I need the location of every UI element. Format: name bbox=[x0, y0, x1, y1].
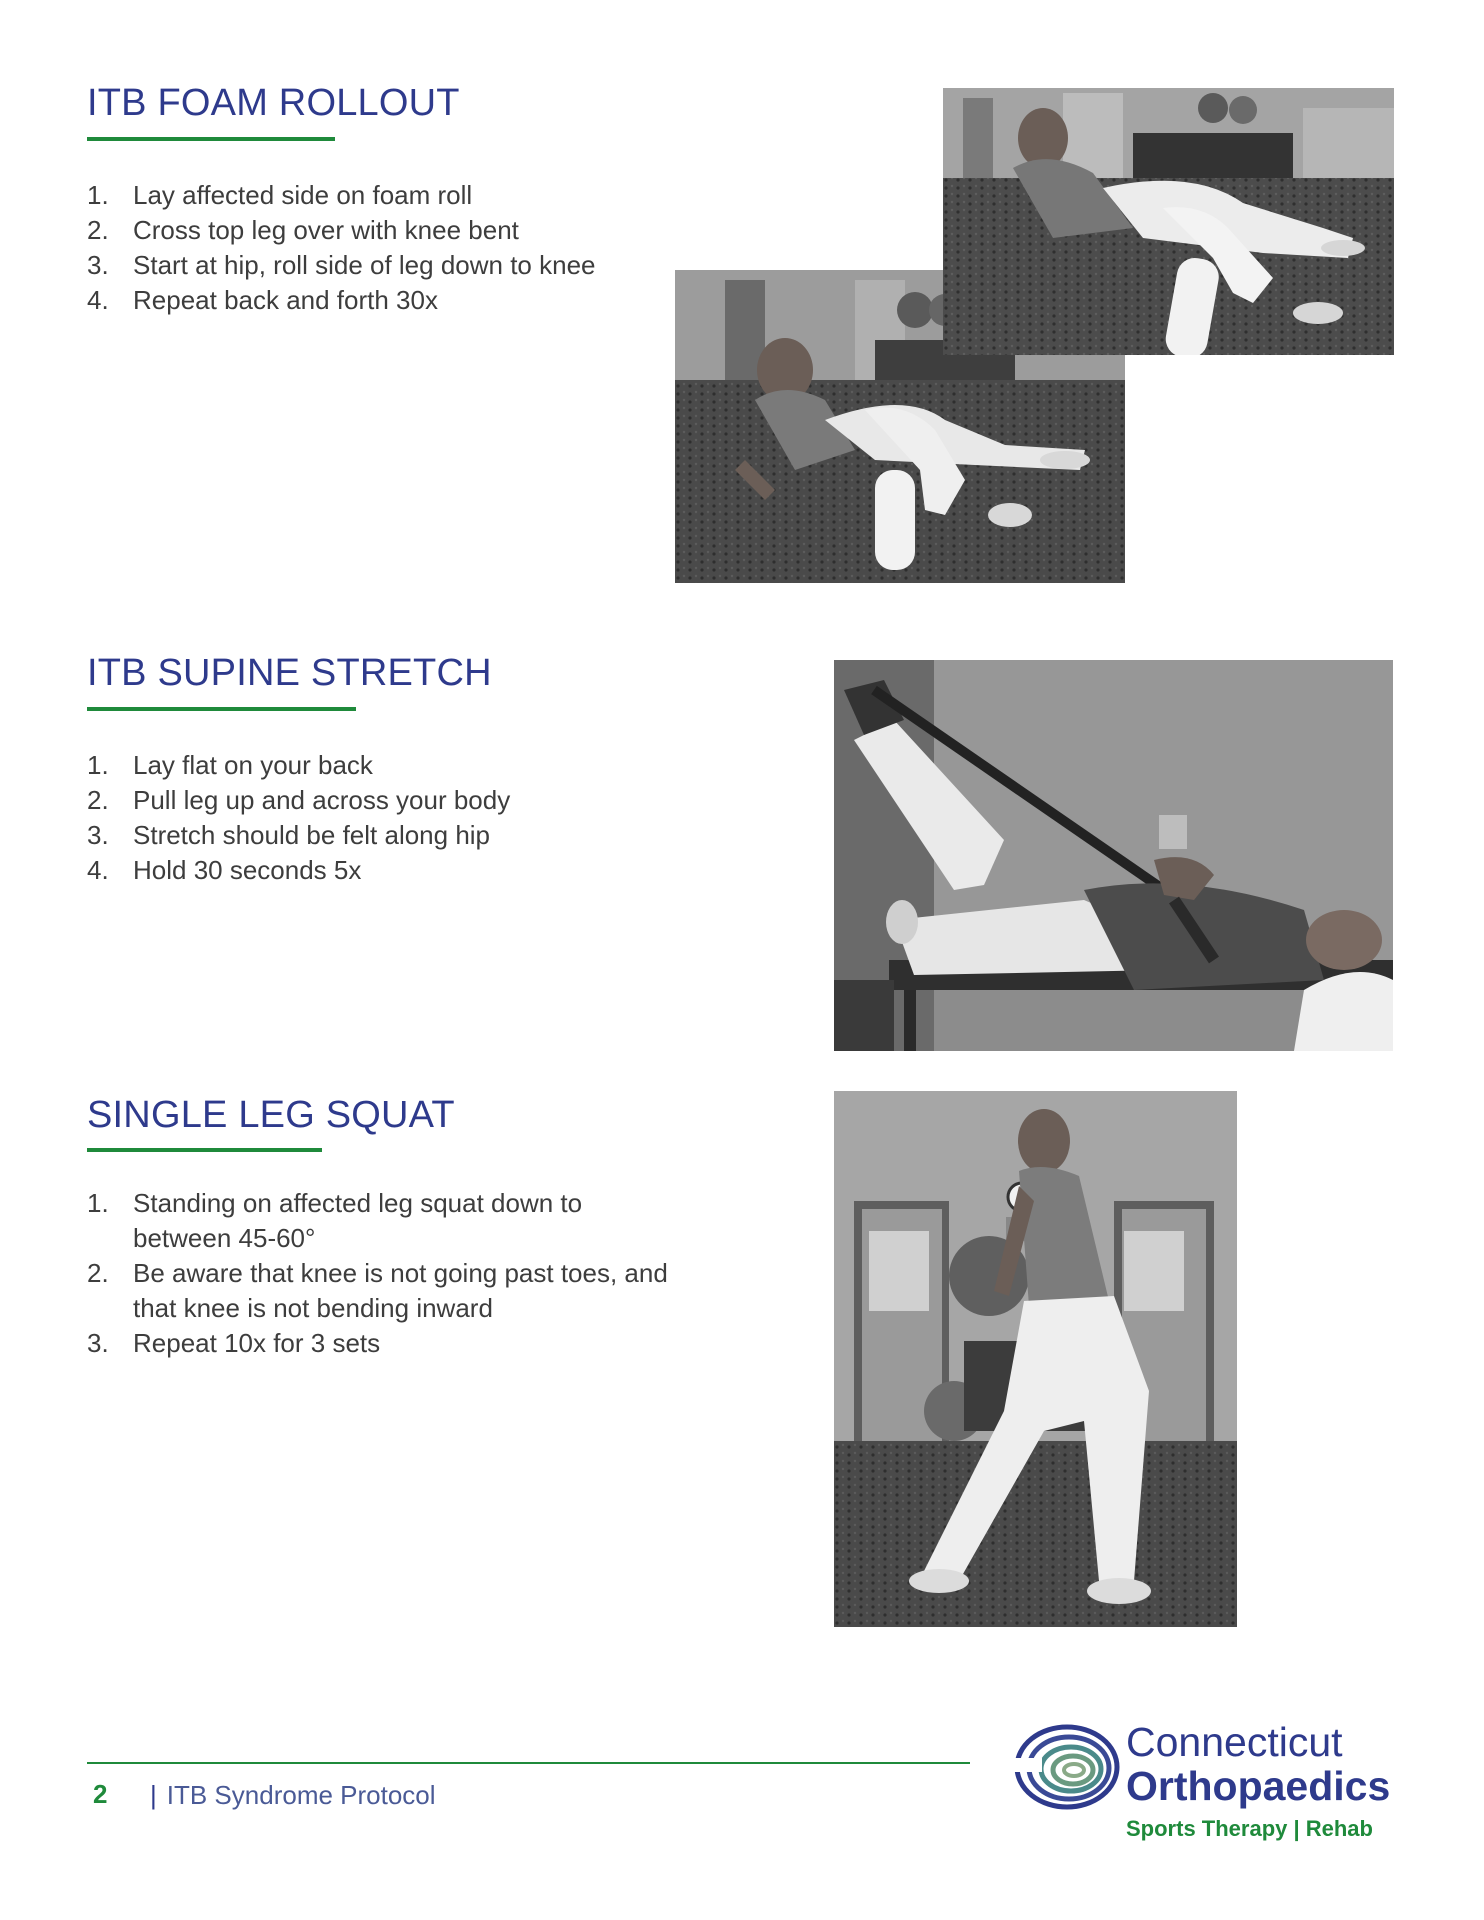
logo bbox=[1126, 1720, 1456, 1842]
logo-tagline: Sports Therapy | Rehab bbox=[1126, 1816, 1373, 1841]
supine-stretch-steps bbox=[87, 748, 510, 888]
title-underline bbox=[87, 137, 335, 141]
section-title-foam-rollout: ITB FOAM ROLLOUT bbox=[87, 82, 460, 124]
supine-stretch-photo bbox=[834, 660, 1393, 1051]
list-item: 2. Pull leg up and across your body bbox=[87, 785, 511, 815]
title-underline bbox=[87, 1148, 322, 1152]
section-title-supine-stretch: ITB SUPINE STRETCH bbox=[87, 652, 492, 694]
logo-line-orthopaedics: Orthopaedics bbox=[1126, 1763, 1391, 1809]
list-item: 3. Start at hip, roll side of leg down to knee bbox=[87, 250, 596, 280]
title-underline bbox=[87, 707, 356, 711]
footer-separator: | bbox=[150, 1780, 157, 1810]
list-item: 4. Repeat back and forth 30x bbox=[87, 285, 438, 315]
list-item: 3. Repeat 10x for 3 sets bbox=[87, 1328, 381, 1358]
list-item: 1. Lay flat on your back bbox=[87, 750, 373, 780]
single-leg-squat-steps bbox=[87, 1186, 687, 1361]
logo-line-connecticut: Connecticut bbox=[1126, 1719, 1343, 1765]
document-title-text: ITB Syndrome Protocol bbox=[166, 1780, 436, 1810]
foam-rollout-photo-1 bbox=[943, 88, 1394, 355]
list-item: 4. Hold 30 seconds 5x bbox=[87, 855, 362, 885]
document-title bbox=[150, 1780, 436, 1811]
list-item: 3. Stretch should be felt along hip bbox=[87, 820, 491, 850]
single-leg-squat-photo bbox=[834, 1091, 1237, 1627]
list-item: 2. Be aware that knee is not going past toes, and that knee is not bending inward bbox=[87, 1258, 668, 1323]
list-item: 1. Standing on affected leg squat down to between 45-60° bbox=[87, 1188, 583, 1253]
concentric-swirl-icon bbox=[1014, 1722, 1120, 1812]
footer-rule bbox=[87, 1762, 970, 1764]
list-item: 1. Lay affected side on foam roll bbox=[87, 180, 473, 210]
list-item: 2. Cross top leg over with knee bent bbox=[87, 215, 519, 245]
page-number: 2 bbox=[93, 1779, 108, 1809]
foam-rollout-steps bbox=[87, 178, 596, 318]
section-title-single-leg-squat: SINGLE LEG SQUAT bbox=[87, 1094, 455, 1136]
